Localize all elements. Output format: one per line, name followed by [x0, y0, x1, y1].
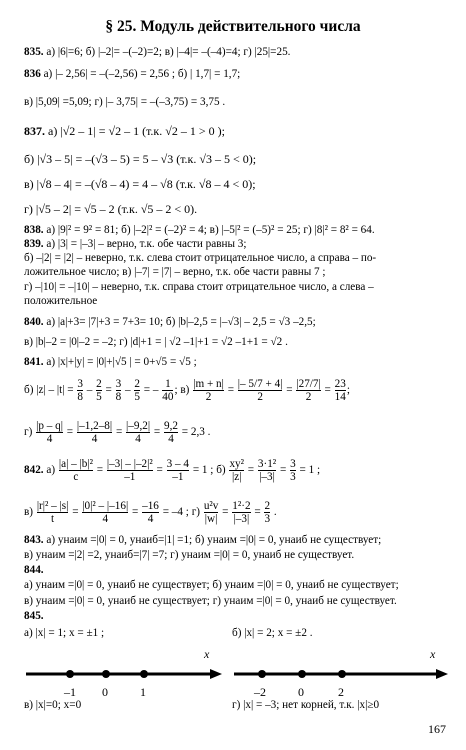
- numerator: 3·1²: [257, 458, 277, 470]
- problem-842-b: в) $\frac{\text{|r|² – |s|}}{t}$ = $\frac{\text{|0|² – |–16|}}{4}$ = $\frac{-16}{4}$ = –4 ; г) $\frac{\text{u²v}}{|w|}$ = $\frac{\text{1²·2}}{|-3|}$ = $\frac{2}{3}$ .: [24, 500, 277, 525]
- denominator: |–3|: [233, 513, 250, 525]
- problem-839-b: [24, 252, 376, 265]
- fraction: [167, 458, 189, 483]
- axis-arrow: [210, 669, 222, 679]
- problem-841-b: б) |z| – |t| = $\frac{3}{8}$ – $\frac{2}{5}$ = $\frac{3}{8}$ – $\frac{2}{5}$ = – $\frac{1}{40}$ ; в) $\frac{|m + n|}{2}$ = $\frac{|- 5/7 + 4|}{2}$ = $\frac{|27/7|}{2}$ = $\frac{23}{14}$ ;: [24, 378, 350, 403]
- denominator: 2: [238, 390, 283, 403]
- tick-label: 1: [140, 685, 146, 699]
- numerator: |0|² – |–16|: [82, 500, 129, 512]
- numerator: 1²·2: [232, 500, 251, 512]
- problem-836-b: [24, 96, 225, 109]
- problem-844-a: [24, 579, 399, 592]
- denominator: 8: [77, 391, 83, 403]
- label: б) |z| – |t| =: [24, 384, 74, 397]
- problem-number: 845.: [24, 610, 44, 622]
- problem-text: а) |6|=6; б) |–2|= –(–2)=2; в) |–4|= –(–4)=4; г) |25|=25.: [46, 46, 291, 58]
- problem-text: б) –|2| = |2| – неверно, т.к. слева стоит отрицательное число, а справа – по-: [24, 252, 377, 264]
- number-line-left: [24, 644, 224, 704]
- problem-836-a: [24, 68, 240, 81]
- denominator: 5: [96, 391, 102, 403]
- denominator: c: [59, 470, 93, 483]
- problem-843-b: [24, 549, 354, 562]
- fraction: [335, 378, 346, 403]
- denominator: |–3|: [259, 471, 275, 483]
- fraction: [126, 420, 150, 445]
- problem-text: ложительное число; в) |–7| = |7| – верно, т.к. обе части равны 7 ;: [24, 266, 326, 278]
- result: = 1 ;: [299, 464, 321, 477]
- problem-number: 839.: [24, 238, 44, 250]
- denominator: t: [37, 512, 69, 525]
- denominator: –1: [107, 470, 153, 483]
- numerator: |m + n|: [193, 378, 224, 390]
- fraction: [142, 500, 159, 525]
- point-marker: [258, 670, 266, 678]
- axis-label: x: [204, 647, 210, 661]
- label: г): [191, 506, 201, 519]
- fraction: [290, 458, 296, 483]
- numerator: 2: [264, 500, 271, 512]
- result: = –4 ;: [162, 506, 189, 519]
- problem-text: г) |√5 – 2| = √5 – 2 (т.к. √5 – 2 < 0).: [24, 202, 198, 216]
- problem-number: 836: [24, 68, 41, 80]
- label: в): [24, 506, 34, 519]
- denominator: 5: [134, 391, 140, 403]
- problem-841-a: [24, 356, 197, 369]
- fraction: [134, 378, 140, 403]
- numerator: |–9,2|: [126, 420, 151, 432]
- problem-number: 842.: [24, 464, 44, 477]
- problem-840-b: [24, 336, 288, 349]
- problem-840-a: [24, 316, 316, 329]
- problem-835: [24, 46, 290, 59]
- fraction: [193, 378, 224, 403]
- fraction: [164, 420, 178, 445]
- label: г): [24, 426, 33, 439]
- fraction: [264, 500, 270, 525]
- label: а): [46, 464, 56, 477]
- problem-text: а) |a|+3= |7|+3 = 7+3= 10; б) |b|–2,5 = |–√3| – 2,5 = √3 –2,5;: [46, 316, 316, 328]
- fraction: [96, 378, 102, 403]
- denominator: 3: [264, 513, 271, 525]
- problem-838: [24, 224, 375, 237]
- problem-845: [24, 610, 44, 623]
- number-line-right: [232, 644, 452, 704]
- result: .: [273, 506, 277, 519]
- numerator: 3: [115, 378, 122, 390]
- fraction: [59, 458, 93, 483]
- denominator: 4: [126, 432, 150, 445]
- problem-text: а) yнаим =|0| = 0, yнаиб=|1| =1; б) yнаим =|0| = 0, yнаиб не существует;: [46, 534, 382, 546]
- problem-number: 837.: [24, 124, 45, 138]
- numerator: |– 5/7 + 4|: [237, 378, 283, 390]
- numerator: 2: [134, 378, 140, 390]
- operator: = –: [143, 384, 159, 397]
- denominator: |z|: [229, 470, 244, 483]
- point-marker: [298, 670, 306, 678]
- problem-837-d: [24, 203, 197, 216]
- result: = 2,3 .: [181, 426, 211, 439]
- problem-text: г) |x| = –3; нет корней, т.к. |x|≥0: [232, 699, 380, 711]
- problem-text: в) |√8 – 4| = –(√8 – 4) = 4 – √8 (т.к. √8 – 4 < 0);: [24, 177, 256, 191]
- tick-label: –2: [254, 685, 266, 699]
- problem-number: 841.: [24, 356, 44, 368]
- denominator: 8: [115, 391, 122, 403]
- problem-839-c: [24, 266, 326, 279]
- problem-text: б) |x| = 2; x = ±2 .: [232, 627, 313, 639]
- problem-837-a: [24, 125, 225, 138]
- problem-text: а) |9|² = 9² = 81; б) |–2|² = (–2)² = 4; в) |–5|² = (–5)² = 25; г) |8|² = 8² = 64.: [46, 224, 375, 236]
- denominator: 4: [36, 432, 63, 445]
- numerator: –16: [142, 500, 159, 512]
- problem-845-a: [24, 627, 104, 640]
- fraction: [162, 378, 173, 403]
- problem-839-d: [24, 281, 374, 294]
- denominator: 4: [77, 432, 112, 445]
- problem-text: а) |x| = 1; x = ±1 ;: [24, 627, 105, 639]
- denominator: 14: [334, 391, 346, 403]
- problem-text: г) –|10| = –|10| – неверно, т.к. справа стоит отрицательное число, а слева –: [24, 281, 374, 293]
- numerator: 9,2: [164, 420, 178, 432]
- problem-845-b: [232, 627, 313, 640]
- denominator: 4: [142, 512, 159, 525]
- problem-text: в) |b|–2 = |0|–2 = –2; г) |d|+1 = | √2 –1|+1 = √2 –1+1 = √2 .: [24, 336, 288, 348]
- numerator: 3: [290, 458, 296, 470]
- point-marker: [102, 670, 110, 678]
- fraction: [232, 500, 250, 525]
- problem-number: 844.: [24, 564, 44, 576]
- point-marker: [66, 670, 74, 678]
- denominator: –1: [167, 470, 189, 483]
- problem-839-a: [24, 238, 247, 251]
- denominator: 4: [164, 432, 178, 445]
- problem-text: в) yнаим =|2| =2, yнаиб=|7| =7; г) yнаим =|0| = 0, yнаиб не существует.: [24, 549, 355, 561]
- problem-number: 835.: [24, 46, 44, 58]
- denominator: 40: [162, 391, 174, 403]
- problem-844: [24, 564, 44, 577]
- problem-845-g: [232, 699, 379, 712]
- problem-843-a: [24, 534, 381, 547]
- axis-label: x: [430, 647, 436, 661]
- problem-text: а) yнаим =|0| = 0, yнаиб не существует; б) yнаим =|0| = 0, yнаиб не существует;: [24, 579, 399, 591]
- problem-text: положительное: [24, 295, 98, 307]
- problem-number: 838.: [24, 224, 44, 236]
- tick-label: –1: [64, 685, 76, 699]
- label: б): [216, 464, 226, 477]
- numerator: u²v: [203, 500, 219, 512]
- fraction: [116, 378, 122, 403]
- problem-text: в) |x|=0; x=0: [24, 699, 82, 711]
- problem-text: б) |√3 – 5| = –(√3 – 5) = 5 – √3 (т.к. √3 – 5 < 0);: [24, 152, 257, 166]
- tick-label: 0: [102, 685, 108, 699]
- fraction: [37, 500, 69, 525]
- problem-number: 840.: [24, 316, 44, 328]
- numerator: 1: [165, 378, 171, 390]
- fraction: [77, 420, 112, 445]
- label: в): [180, 384, 190, 397]
- axis-arrow: [436, 669, 448, 679]
- numerator: 23: [334, 378, 346, 390]
- problem-text: а) |x|+|y| = |0|+|√5 | = 0+√5 = √5 ;: [46, 356, 197, 368]
- numerator: 3: [77, 378, 83, 390]
- problem-842-a: 842. а) $\frac{\text{|a| – |b|²}}{c}$ = $\frac{\text{|–3| – |–2|²}}{-1}$ = $\frac{3 - 4}{-1}$ = 1 ; б) $\frac{\text{xy²}}{|z|}$ = $\frac{\text{3·1²}}{|-3|}$ = $\frac{3}{3}$ = 1 ;: [24, 458, 321, 483]
- problem-text: а) |– 2,56| = –(–2,56) = 2,56 ; б) | 1,7| = 1,7;: [43, 68, 241, 80]
- problem-844-b: [24, 595, 397, 608]
- tick-label: 2: [338, 685, 344, 699]
- fraction: [258, 458, 276, 483]
- denominator: |w|: [204, 513, 218, 525]
- numerator: |a| – |b|²: [58, 458, 93, 470]
- fraction: [82, 500, 128, 525]
- fraction: [107, 458, 153, 483]
- numerator: |p – q|: [36, 420, 63, 432]
- numerator: |27/7|: [296, 378, 321, 390]
- problem-837-c: [24, 178, 256, 191]
- point-marker: [338, 670, 346, 678]
- point-marker: [140, 670, 148, 678]
- page-title: § 25. Модуль действительного числа: [105, 18, 361, 35]
- numerator: |–1,2–8|: [76, 420, 113, 432]
- numerator: |–3| – |–2|²: [106, 458, 153, 470]
- tick-label: 0: [298, 685, 304, 699]
- problem-number: 843.: [24, 534, 44, 546]
- problem-text: а) |3| = |–3| – верно, т.к. обе части равны 3;: [46, 238, 247, 250]
- page-number: 167: [428, 722, 446, 736]
- problem-text: а) |√2 – 1| = √2 – 1 (т.к. √2 – 1 > 0 );: [48, 124, 225, 138]
- problem-text: в) |5,09| =5,09; г) |– 3,75| = –(–3,75) = 3,75 .: [24, 96, 226, 108]
- numerator: 3 – 4: [166, 458, 190, 470]
- problem-837-b: [24, 153, 256, 166]
- fraction: [238, 378, 283, 403]
- problem-841-g: г) $\frac{|p - q|}{4}$ = $\frac{|-1,2-8|}{4}$ = $\frac{|-9,2|}{4}$ = $\frac{9,2}{4}$ = 2,3 .: [24, 420, 211, 445]
- fraction: [77, 378, 83, 403]
- problem-839-e: [24, 295, 97, 308]
- denominator: 4: [82, 512, 128, 525]
- numerator: |r|² – |s|: [36, 500, 69, 512]
- result: = 1 ;: [192, 464, 214, 477]
- fraction: [229, 458, 244, 483]
- denominator: 2: [193, 390, 224, 403]
- numerator: xy²: [229, 458, 244, 470]
- denominator: 2: [296, 390, 320, 403]
- numerator: 2: [96, 378, 102, 390]
- denominator: 3: [290, 471, 296, 483]
- problem-845-v: [24, 699, 81, 712]
- fraction: [296, 378, 320, 403]
- problem-text: в) yнаим =|0| = 0, yнаиб не существует; г) yнаим =|0| = 0, yнаиб не существует.: [24, 595, 397, 607]
- fraction: [36, 420, 63, 445]
- fraction: [204, 500, 219, 525]
